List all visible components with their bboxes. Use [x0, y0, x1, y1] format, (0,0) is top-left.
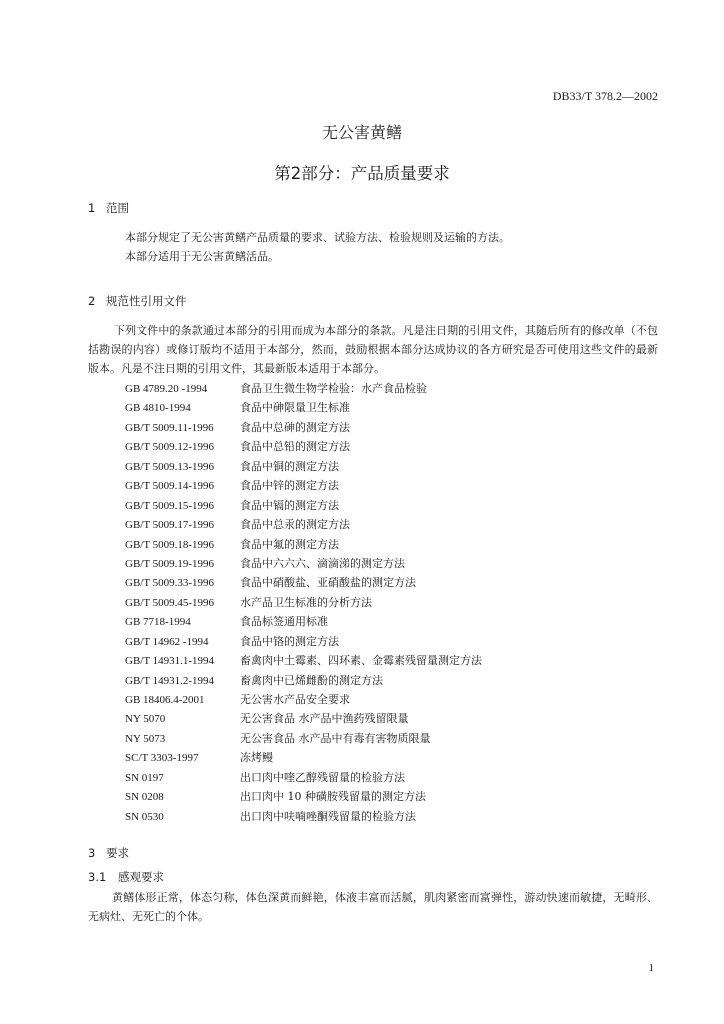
reference-title: 出口肉中 10 种磺胺残留量的测定方法 — [240, 790, 426, 804]
reference-code: SN 0530 — [125, 810, 164, 823]
reference-title: 出口肉中喹乙醇残留量的检验方法 — [240, 770, 405, 784]
reference-title: 食品卫生微生物学检验：水产食品检验 — [240, 382, 427, 395]
reference-title: 食品中总铅的测定方法 — [240, 440, 350, 454]
reference-title: 食品中锌的测定方法 — [240, 479, 339, 493]
scope-line: 本部分规定了无公害黄鳝产品质量的要求、试验方法、检验规则及运输的方法。 — [125, 231, 510, 244]
reference-title: 食品中铜的测定方法 — [240, 459, 339, 473]
reference-item — [125, 612, 482, 631]
reference-code: GB/T 5009.19-1996 — [125, 557, 215, 570]
section-title: 规范性引用文件 — [106, 294, 187, 308]
reference-title: 食品中总汞的测定方法 — [240, 518, 350, 532]
reference-item — [125, 807, 482, 826]
document-title: 无公害黄鳝 — [321, 123, 402, 142]
reference-code: GB 18406.4-2001 — [125, 694, 205, 706]
reference-title: 食品中氟的测定方法 — [240, 537, 339, 551]
section-heading-scope — [88, 200, 129, 216]
reference-item — [125, 729, 482, 748]
reference-title: 食品中六六六、滴滴涕的测定方法 — [240, 556, 405, 570]
reference-item — [125, 748, 482, 767]
subsection-heading-sensory — [88, 869, 164, 885]
normative-intro-paragraph: 下列文件中的条款通过本部分的引用而成为本部分的条款。凡是注日期的引用文件，其随后所有的修改单（不包括勘误的内容）或修订版均不适用于本部分，然而，鼓励根据本部分达成协议的各方研究是否可使用这些文件的最新版本。凡是不注日期的引用文件，其最新版本适用于本部分。 — [88, 324, 658, 375]
section-number: 3 — [88, 846, 96, 860]
standard-code: DB33/T 378.2—2002 — [552, 89, 658, 103]
reference-item — [125, 437, 482, 456]
reference-code: GB 4810-1994 — [125, 402, 191, 415]
section-title: 范围 — [106, 201, 129, 215]
section-heading-normative-references — [88, 293, 187, 309]
reference-code: GB/T 5009.11-1996 — [125, 421, 214, 434]
reference-item — [125, 398, 482, 417]
reference-item — [125, 418, 482, 437]
reference-title: 无公害水产品安全要求 — [240, 693, 350, 706]
reference-title: 畜禽肉中已烯雌酚的测定方法 — [240, 673, 383, 687]
section-number: 2 — [88, 294, 96, 308]
reference-item — [125, 476, 482, 495]
reference-title: 食品中铬的测定方法 — [240, 634, 339, 648]
sensory-requirements-paragraph: 黄鳝体形正常，体态匀称，体色深黄而鲜艳，体液丰富而活腻，肌肉紧密而富弹性，游动快速而敏捷，无畸形、无病灶、无死亡的个体。 — [88, 891, 658, 923]
reference-code: GB 4789.20 -1994 — [125, 383, 208, 395]
reference-title: 无公害食品 水产品中渔药残留限量 — [240, 712, 409, 726]
reference-item — [125, 496, 482, 515]
reference-item — [125, 709, 482, 728]
reference-title: 食品中硝酸盐、亚硝酸盐的测定方法 — [240, 576, 416, 590]
reference-code: GB/T 5009.33-1996 — [125, 577, 215, 590]
reference-code: GB/T 5009.45-1996 — [125, 596, 215, 609]
scope-line: 本部分适用于无公害黄鳝活品。 — [125, 250, 279, 263]
reference-item — [125, 787, 482, 806]
reference-code: SC/T 3303-1997 — [125, 752, 199, 765]
reference-item — [125, 651, 482, 670]
reference-code: GB/T 5009.13-1996 — [125, 460, 215, 473]
reference-code: GB/T 5009.18-1996 — [125, 538, 215, 551]
scope-paragraph — [125, 228, 685, 266]
reference-item — [125, 535, 482, 554]
reference-title: 食品中总砷的测定方法 — [240, 420, 350, 434]
reference-code: NY 5070 — [125, 713, 166, 726]
reference-code: GB/T 14962 -1994 — [125, 635, 209, 648]
reference-item — [125, 632, 482, 651]
subsection-number: 3.1 — [88, 870, 107, 884]
reference-code: GB/T 5009.14-1996 — [125, 480, 215, 493]
reference-code: GB/T 14931.1-1994 — [125, 655, 215, 668]
reference-list — [125, 379, 482, 826]
reference-item — [125, 573, 482, 592]
reference-code: GB/T 5009.12-1996 — [125, 441, 215, 454]
reference-title: 无公害食品 水产品中有毒有害物质限量 — [240, 731, 431, 745]
reference-item — [125, 671, 482, 690]
subsection-title: 感观要求 — [118, 870, 164, 884]
section-number: 1 — [88, 201, 96, 215]
reference-title: 出口肉中呋喃唑酮残留量的检验方法 — [240, 809, 416, 823]
reference-title: 冻烤鳗 — [240, 751, 273, 765]
reference-title: 食品中砷限量卫生标准 — [240, 401, 350, 415]
reference-title: 畜禽肉中土霉素、四环素、金霉素残留量测定方法 — [240, 654, 482, 668]
reference-code: GB 7718-1994 — [125, 616, 191, 629]
reference-item — [125, 593, 482, 612]
reference-item — [125, 515, 482, 534]
page-number: 1 — [648, 962, 654, 974]
section-heading-requirements — [88, 845, 129, 861]
document-subtitle: 第2部分：产品质量要求 — [274, 164, 450, 183]
reference-title: 水产品卫生标准的分析方法 — [240, 595, 372, 609]
reference-item — [125, 690, 482, 709]
reference-item — [125, 457, 482, 476]
section-title: 要求 — [106, 846, 129, 860]
reference-title: 食品中镉的测定方法 — [240, 498, 339, 512]
reference-code: GB/T 14931.2-1994 — [125, 674, 215, 687]
reference-code: SN 0208 — [125, 791, 164, 804]
reference-item — [125, 379, 482, 398]
reference-code: GB/T 5009.17-1996 — [125, 519, 215, 532]
reference-item — [125, 768, 482, 787]
reference-code: NY 5073 — [125, 732, 166, 745]
reference-title: 食品标签通用标准 — [240, 615, 328, 629]
reference-code: GB/T 5009.15-1996 — [125, 499, 215, 512]
reference-code: SN 0197 — [125, 771, 164, 784]
reference-item — [125, 554, 482, 573]
